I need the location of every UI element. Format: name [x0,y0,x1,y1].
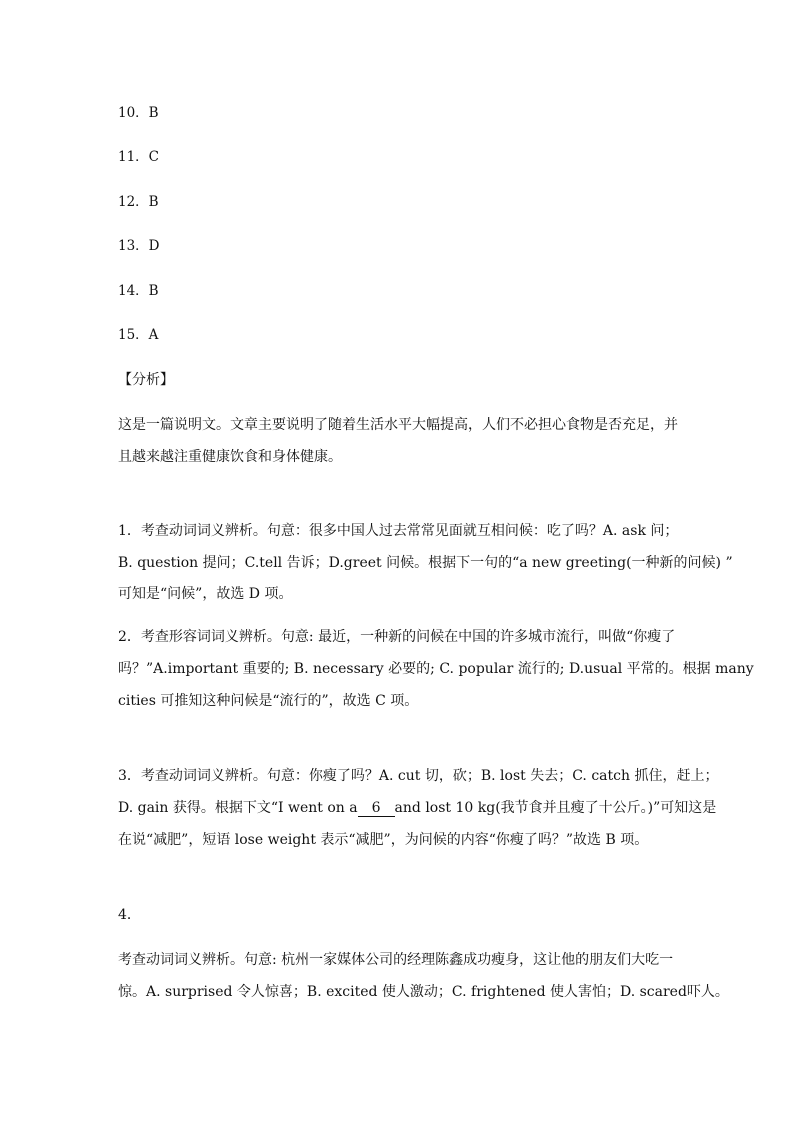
answer-12: 12．B [118,194,159,210]
q3-blank: 6 [358,801,395,817]
q3-line-3: 在说“减肥”，短语 lose weight 表示“减肥”，为问候的内容“你瘦了吗？”故选 B 项。 [118,832,649,848]
answer-14: 14．B [118,283,159,299]
q4-line-2: 惊。A. surprised 令人惊喜；B. excited 使人激动；C. frightened 使人害怕；D. scared吓人。 [118,984,729,1000]
analysis-heading: 【分析】 [118,372,174,388]
answer-10: 10．B [118,105,159,121]
answer-11: 11．C [118,149,160,165]
q3-line-2-post: and lost 10 kg(我节食并且瘦了十公斤。)”可知这是 [394,800,717,816]
answer-15: 15．A [118,327,159,343]
q2-line-2: 吗？”A.important 重要的; B. necessary 必要的; C. popular 流行的; D.usual 平常的。根据 many [118,661,754,677]
q1-line-3: 可知是“问候”，故选 D 项。 [118,586,293,602]
q3-line-2 [118,799,716,817]
q2-line-1: 2．考查形容词词义辨析。句意: 最近，一种新的问候在中国的许多城市流行，叫做“你瘦了 [118,629,676,645]
summary-line-2: 且越来越注重健康饮食和身体健康。 [118,449,342,465]
q4-line-1: 考查动词词义辨析。句意: 杭州一家媒体公司的经理陈鑫成功瘦身，这让他的朋友们大吃一 [118,952,674,968]
q1-line-1: 1．考查动词词义辨析。句意：很多中国人过去常常见面就互相问候：吃了吗？A. ask 问； [118,523,679,539]
q3-line-1: 3．考查动词词义辨析。句意：你瘦了吗？A. cut 切，砍；B. lost 失去；C. catch 抓住，赶上； [118,768,719,784]
q3-line-2-pre: D. gain 获得。根据下文“I went on a [118,800,358,816]
q4-number: 4． [118,907,141,923]
q2-line-3: cities 可推知这种问候是“流行的”，故选 C 项。 [118,693,419,709]
q1-line-2: B. question 提问；C.tell 告诉；D.greet 问候。根据下一句的“a new greeting(一种新的问候) ” [118,555,733,571]
summary-line-1: 这是一篇说明文。文章主要说明了随着生活水平大幅提高，人们不必担心食物是否充足，并 [118,417,678,433]
answer-13: 13．D [118,238,160,254]
